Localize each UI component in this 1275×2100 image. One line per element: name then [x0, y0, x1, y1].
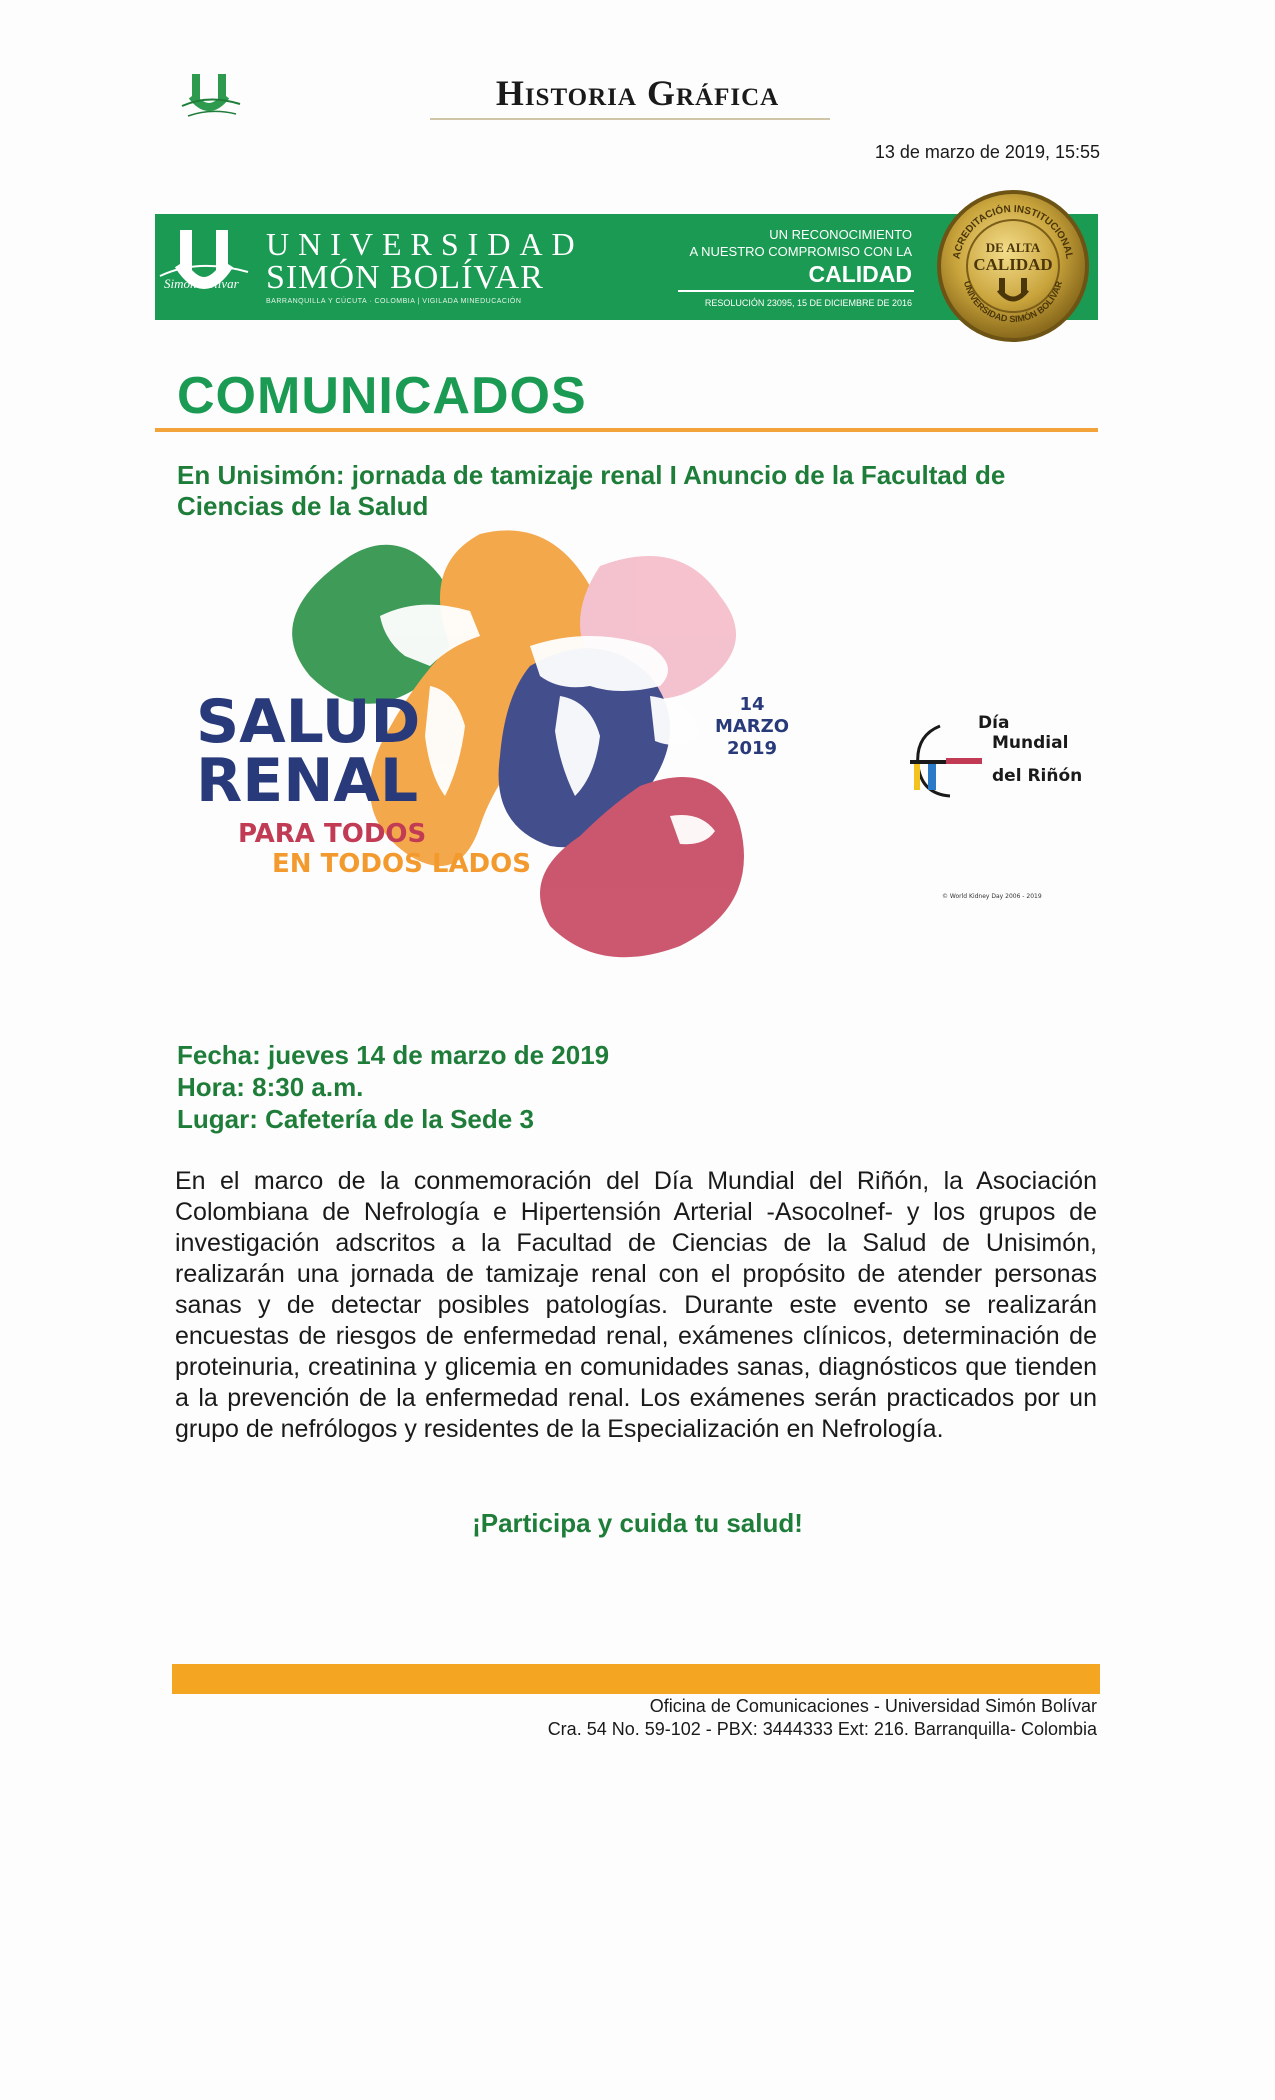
- accreditation-rule: [678, 290, 914, 292]
- title-underline: [430, 118, 830, 120]
- footer-address: Cra. 54 No. 59-102 - PBX: 3444333 Ext: 216. Barranquilla- Colombia: [547, 1719, 1097, 1739]
- world-kidney-day-poster: [180, 526, 1110, 976]
- article-body: En el marco de la conmemoración del Día Mundial del Riñón, la Asociación Colombiana de Nefrología e Hipertensión Arterial -Asocolnef- y los grupos de investigación adscritos a la Facultad de Ciencias de la Salud de Unisimón, realizarán una jornada de tamizaje renal con el propósito de atender personas sanas y de detectar posibles patologías. Durante este evento se realizarán encuestas de riesgos de enfermedad renal, exámenes clínicos, determinación de proteinuria, creatinina y glicemia en comunidades sanas, diagnósticos que tienden a la prevención de la enfermedad renal. Los exámenes serán practicados por un grupo de nefrólogos y residentes de la Especialización en Nefrología.: [175, 1167, 1097, 1443]
- seal-text-bottom: UNIVERSIDAD SIMÓN BOLÍVAR: [961, 279, 1065, 325]
- event-logo-line2: Mundial: [992, 733, 1069, 753]
- event-location: Lugar: Cafetería de la Sede 3: [177, 1104, 534, 1134]
- event-time: Hora: 8:30 a.m.: [177, 1072, 364, 1102]
- world-kidney-day-logo: [910, 713, 1082, 796]
- event-date: Fecha: jueves 14 de marzo de 2019: [177, 1040, 610, 1070]
- accreditation-line2: A NUESTRO COMPROMISO CON LA: [689, 244, 912, 259]
- accreditation-line3: CALIDAD: [808, 261, 912, 287]
- footer-office: Oficina de Comunicaciones - Universidad Simón Bolívar: [649, 1696, 1097, 1716]
- poster-date-year: 2019: [726, 738, 778, 759]
- call-to-action: ¡Participa y cuida tu salud!: [472, 1508, 803, 1538]
- university-name-line2: SIMÓN BOLÍVAR: [266, 259, 544, 296]
- poster-tagline1: PARA TODOS: [238, 819, 427, 849]
- document-title: Historia Gráfica: [495, 73, 780, 113]
- poster-headline-renal: RENAL: [196, 746, 419, 816]
- event-logo-line3: del Riñón: [992, 766, 1083, 786]
- print-timestamp: 13 de marzo de 2019, 15:55: [874, 142, 1100, 162]
- poster-tagline2: EN TODOS LADOS: [272, 849, 531, 879]
- poster-date-month: MARZO: [714, 716, 790, 737]
- accreditation-seal: [933, 186, 1093, 346]
- footer-bar: [172, 1664, 1100, 1694]
- accreditation-resolution: RESOLUCIÓN 23095, 15 DE DICIEMBRE DE 2016: [704, 298, 912, 308]
- seal-text-top: ACREDITACIÓN INSTITUCIONAL: [951, 203, 1075, 260]
- poster-date-day: 14: [739, 694, 765, 715]
- university-subtitle: BARRANQUILLA Y CÚCUTA · COLOMBIA | VIGILADA MINEDUCACIÓN: [266, 298, 522, 305]
- poster-copyright: © World Kidney Day 2006 - 2019: [942, 893, 1042, 900]
- article-title: En Unisimón: jornada de tamizaje renal I Anuncio de la Facultad de Ciencias de la Salud: [177, 460, 1006, 521]
- university-name-line1: UNIVERSIDAD: [266, 226, 584, 262]
- seal-center-line1: DE ALTA: [985, 240, 1041, 255]
- section-underline: [155, 428, 1098, 432]
- university-logo: [158, 224, 250, 310]
- section-heading: COMUNICADOS: [177, 367, 587, 425]
- seal-center-line2: CALIDAD: [973, 255, 1053, 274]
- poster-headline-salud: SALUD: [196, 687, 421, 757]
- event-logo-line1: Día: [978, 713, 1010, 733]
- accreditation-line1: UN RECONOCIMIENTO: [769, 227, 912, 242]
- logo-signature: Simón Bolívar: [164, 276, 239, 291]
